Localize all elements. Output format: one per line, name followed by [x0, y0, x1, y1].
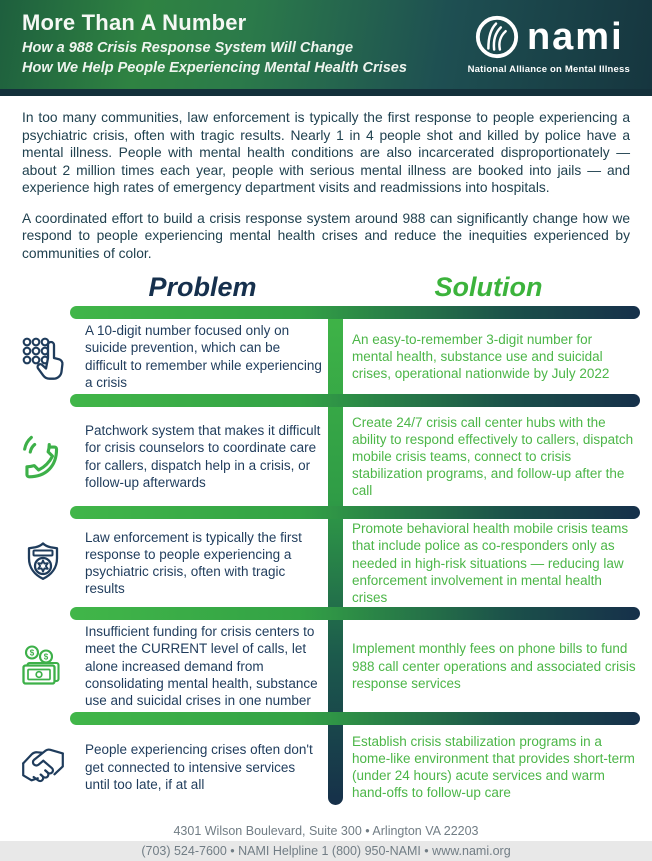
police-badge-icon: [0, 539, 85, 587]
subtitle-line-1: How a 988 Crisis Response System Will Change: [22, 40, 354, 57]
page-subtitle: [22, 39, 407, 78]
problem-text: Patchwork system that makes it difficult for crisis counselors to coordinate care for callers, dispatch help in a crisis, or follow-up afterwards: [85, 423, 321, 490]
comparison-table: [0, 272, 652, 809]
dialpad-hand-icon: [0, 333, 85, 381]
nami-wordmark: nami: [526, 16, 624, 58]
intro-paragraph-1: In too many communities, law enforcement is typically the first response to people experiencing a psychiatric crisis, often with tragic results. Nearly 1 in 4 people shot and killed by police have a mental illness. People with mental health conditions are also incarcerated disproportionately — about 2 million times each year, people with serious mental illness are booked into jails — and experience high rates of emergency department visits and readmissions into hospitals.: [22, 110, 630, 196]
footer-contact: [0, 822, 652, 861]
divider-bar: [70, 306, 640, 319]
nami-leaf-circle-icon: [474, 14, 520, 60]
problem-column-header: Problem: [148, 272, 257, 303]
divider-bar: [70, 607, 640, 620]
svg-text:$: $: [29, 648, 34, 658]
table-row-dialpad: [0, 319, 652, 394]
svg-text:$: $: [43, 652, 48, 662]
table-row-money: [0, 620, 652, 712]
page-title: More Than A Number: [22, 10, 247, 36]
intro-paragraph-2: A coordinated effort to build a crisis response system around 988 can significantly change how we respond to people experiencing mental health crises and reduce the inequities experienced by communities of color.: [22, 210, 630, 261]
intro-section: [0, 96, 652, 262]
handshake-icon: [0, 742, 85, 792]
divider-bar: [70, 394, 640, 407]
money-icon: [0, 642, 85, 690]
table-row-phone: [0, 407, 652, 506]
solution-text: Create 24/7 crisis call center hubs with the ability to respond effectively to callers, dispatch mobile crisis teams, connect to crisis stabilization programs, and follow-up after the call: [352, 414, 634, 499]
subtitle-line-2: How We Help People Experiencing Mental Health Crises: [22, 60, 407, 76]
problem-text: Insufficient funding for crisis centers to meet the CURRENT level of calls, let alone increased demand from consolidating mental health, substance use and suicidal crises in one number: [85, 624, 318, 708]
header-banner: [0, 0, 652, 96]
solution-text: An easy-to-remember 3-digit number for mental health, substance use and suicidal crises, operational nationwide by July 2022: [352, 331, 610, 382]
solution-text: Establish crisis stabilization programs in a home-like environment that provides short-term (under 24 hours) acute services and warm hand-offs to follow-up care: [352, 733, 635, 801]
divider-bar: [70, 506, 640, 519]
solution-text: Implement monthly fees on phone bills to fund 988 call center operations and associated crisis response services: [352, 641, 636, 691]
nami-logo: [468, 14, 634, 75]
column-headers: [0, 272, 652, 303]
problem-text: Law enforcement is typically the first response to people experiencing a psychiatric crisis, often with tragic results: [85, 529, 302, 597]
problem-text: A 10-digit number focused only on suicide prevention, which can be difficult to remember while experiencing a crisis: [85, 323, 322, 390]
divider-bar: [70, 712, 640, 725]
footer-address: 4301 Wilson Boulevard, Suite 300 • Arlington VA 22203: [173, 824, 479, 839]
phone-icon: [0, 432, 85, 482]
solution-text: Promote behavioral health mobile crisis teams that include police as co-responders only as needed in high-risk situations — reducing law enforcement involvement in mental health crises: [352, 521, 629, 605]
nami-tagline: National Alliance on Mental Illness: [467, 64, 630, 75]
table-row-handshake: [0, 725, 652, 809]
solution-column-header: Solution: [434, 272, 543, 303]
problem-text: People experiencing crises often don't get connected to intensive services until too late, if at all: [85, 742, 313, 792]
header-text-block: [22, 10, 407, 78]
footer-phone-web: (703) 524-7600 • NAMI Helpline 1 (800) 950-NAMI • www.nami.org: [141, 843, 511, 858]
table-row-badge: [0, 519, 652, 607]
